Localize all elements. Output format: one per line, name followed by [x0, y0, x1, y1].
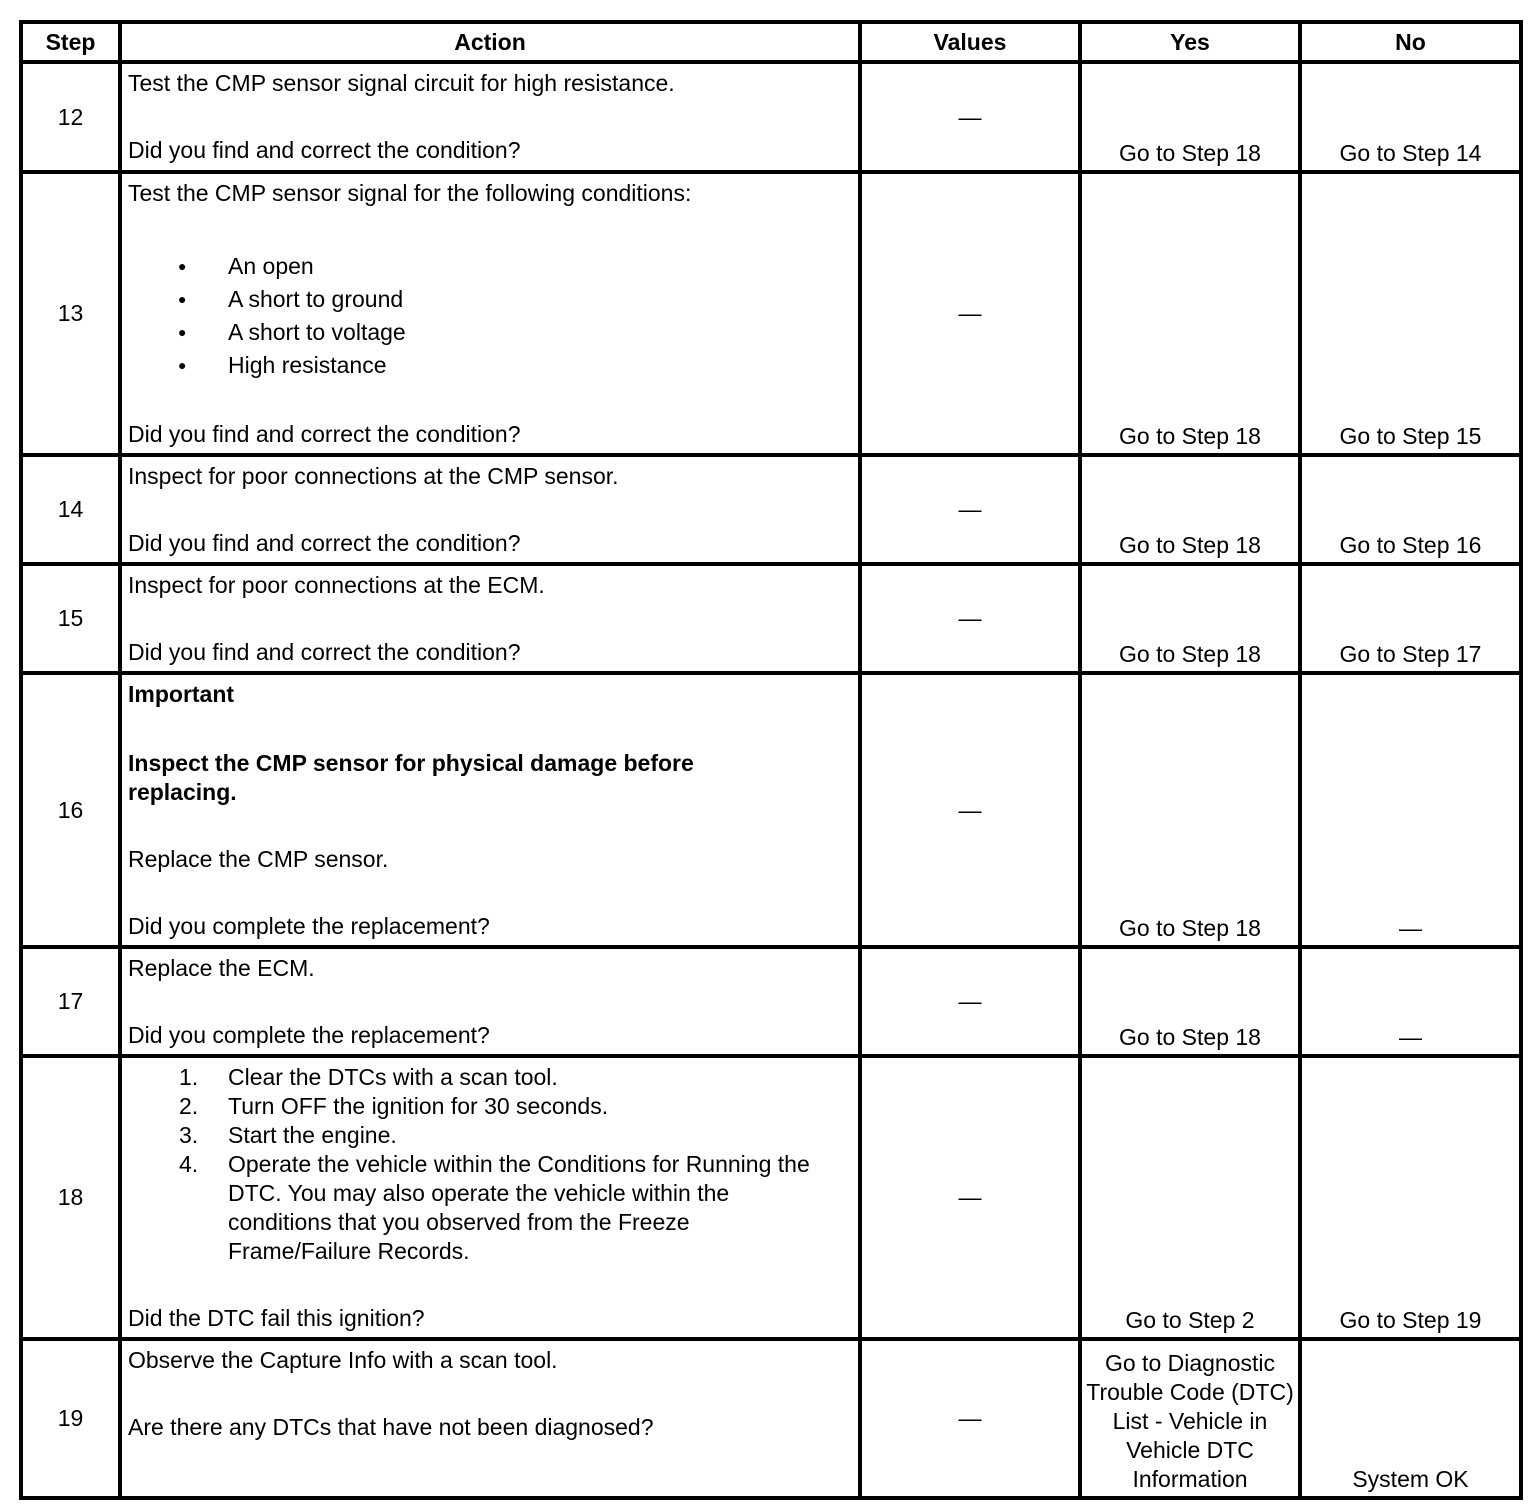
no-cell: Go to Step 17 [1300, 564, 1521, 673]
action-question: Did you find and correct the condition? [128, 137, 521, 163]
action-text: Replace the ECM. [128, 955, 315, 981]
step-number: 13 [21, 172, 120, 455]
header-action: Action [120, 22, 860, 62]
table-row [21, 172, 1521, 455]
yes-cell: Go to Step 18 [1080, 564, 1300, 673]
step-number: 18 [21, 1056, 120, 1339]
list-item: 3. Start the engine. [179, 1122, 397, 1148]
values-cell: — [860, 172, 1080, 455]
action-cell [120, 1339, 860, 1498]
header-yes: Yes [1080, 22, 1300, 62]
action-question: Did you complete the replacement? [128, 1022, 490, 1048]
table-row [21, 947, 1521, 1056]
action-cell [120, 455, 860, 564]
header-no: No [1300, 22, 1521, 62]
values-cell: — [860, 947, 1080, 1056]
action-text: Inspect for poor connections at the ECM. [128, 572, 545, 598]
values-cell: — [860, 564, 1080, 673]
no-cell: System OK [1300, 1339, 1521, 1498]
yes-cell: Go to Step 18 [1080, 673, 1300, 947]
yes-cell: Go to Step 18 [1080, 947, 1300, 1056]
header-values: Values [860, 22, 1080, 62]
yes-cell: Go to Step 18 [1080, 172, 1300, 455]
list-item: ● An open [128, 250, 852, 283]
yes-cell-link[interactable]: Go to Diagnostic Trouble Code (DTC) List - Vehicle in Vehicle DTC Information [1080, 1339, 1300, 1498]
table-row [21, 564, 1521, 673]
list-item: ● A short to ground [128, 283, 852, 316]
table-row [21, 1056, 1521, 1339]
action-question: Did the DTC fail this ignition? [128, 1305, 425, 1331]
table-row [21, 1339, 1521, 1498]
action-question: Did you complete the replacement? [128, 913, 490, 939]
no-cell: Go to Step 19 [1300, 1056, 1521, 1339]
yes-cell: Go to Step 18 [1080, 62, 1300, 172]
header-row [21, 22, 1521, 62]
values-cell: — [860, 673, 1080, 947]
action-cell [120, 947, 860, 1056]
table-row [21, 673, 1521, 947]
values-cell: — [860, 62, 1080, 172]
list-item: 4. Operate the vehicle within the Conditions for Running the DTC. You may also operate the vehicle within the conditions that you observed from the Freeze Frame/Failure Records. [179, 1151, 810, 1264]
action-question: Did you find and correct the condition? [128, 639, 521, 665]
important-label: Important [128, 681, 235, 707]
action-question: Did you find and correct the condition? [128, 421, 521, 447]
no-cell: — [1300, 947, 1521, 1056]
values-cell: — [860, 455, 1080, 564]
action-text: Test the CMP sensor signal circuit for high resistance. [128, 70, 675, 96]
step-number: 14 [21, 455, 120, 564]
diagnostic-table [19, 20, 1523, 1500]
list-item: 2. Turn OFF the ignition for 30 seconds. [179, 1093, 609, 1119]
action-question: Did you find and correct the condition? [128, 530, 521, 556]
action-question: Are there any DTCs that have not been diagnosed? [128, 1414, 654, 1440]
values-cell: — [860, 1056, 1080, 1339]
action-cell [120, 172, 860, 455]
header-step: Step [21, 22, 120, 62]
no-cell: Go to Step 16 [1300, 455, 1521, 564]
no-cell: — [1300, 673, 1521, 947]
action-cell [120, 62, 860, 172]
action-text: Replace the CMP sensor. [128, 846, 389, 872]
step-number: 17 [21, 947, 120, 1056]
table-row [21, 455, 1521, 564]
action-cell [120, 564, 860, 673]
action-text: Test the CMP sensor signal for the following conditions: [128, 180, 692, 206]
procedure-list [128, 1063, 852, 1266]
table-row [21, 62, 1521, 172]
list-item: ● High resistance [128, 349, 852, 382]
step-number: 19 [21, 1339, 120, 1498]
action-cell [120, 1056, 860, 1339]
action-text: Inspect for poor connections at the CMP sensor. [128, 463, 619, 489]
values-cell: — [860, 1339, 1080, 1498]
list-item: 1. Clear the DTCs with a scan tool. [179, 1064, 558, 1090]
yes-cell: Go to Step 2 [1080, 1056, 1300, 1339]
yes-cell: Go to Step 18 [1080, 455, 1300, 564]
step-number: 15 [21, 564, 120, 673]
list-item: ● A short to voltage [128, 316, 852, 349]
step-number: 12 [21, 62, 120, 172]
step-number: 16 [21, 673, 120, 947]
no-cell: Go to Step 14 [1300, 62, 1521, 172]
action-text: Observe the Capture Info with a scan tool. [128, 1347, 558, 1373]
action-cell [120, 673, 860, 947]
condition-list [128, 250, 852, 382]
no-cell: Go to Step 15 [1300, 172, 1521, 455]
important-notice: Inspect the CMP sensor for physical damage before replacing. [128, 750, 694, 805]
